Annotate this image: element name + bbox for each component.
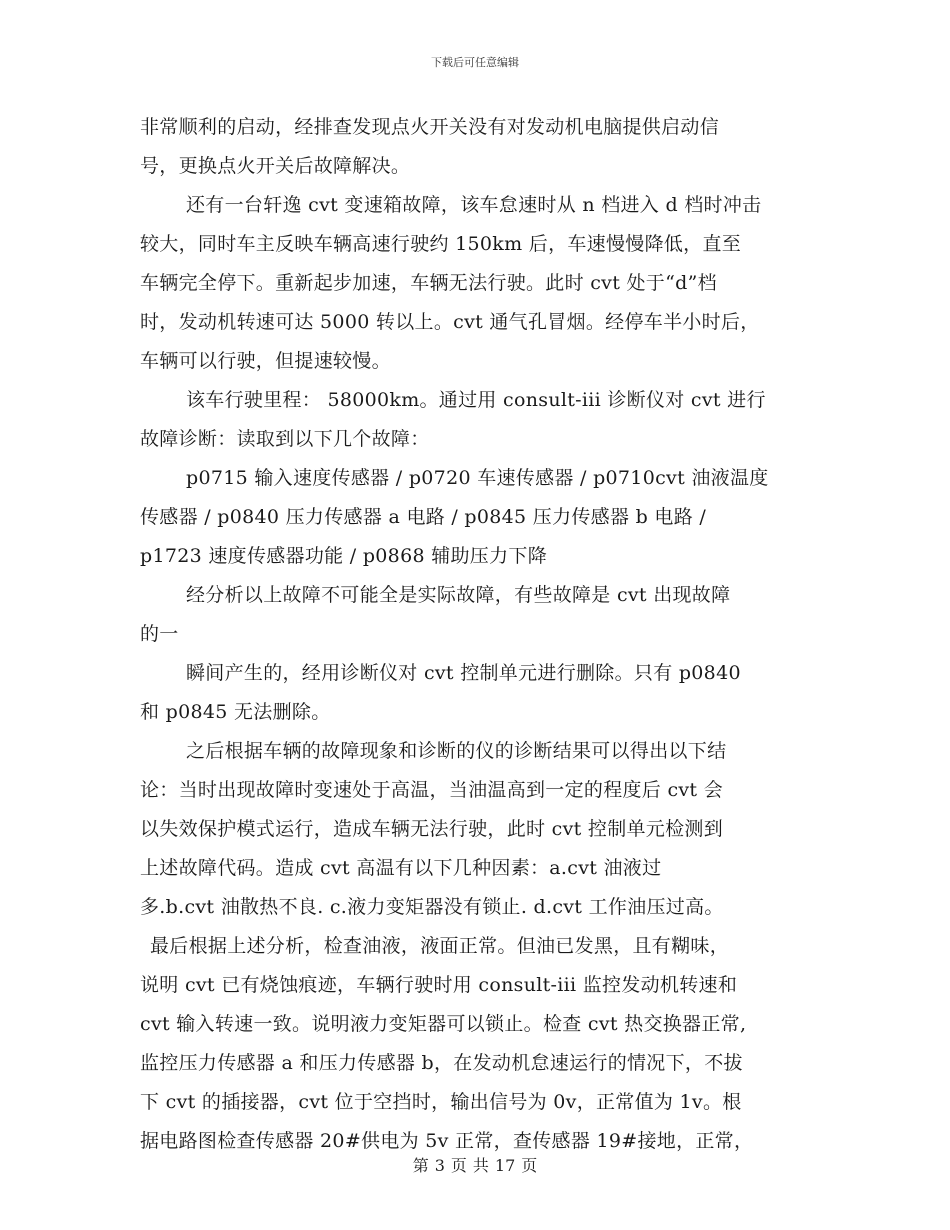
text-line: cvt 输入转速一致。说明液力变矩器可以锁止。检查 cvt 热交换器正常,	[140, 1013, 747, 1035]
text-line: 故障诊断：读取到以下几个故障：	[140, 428, 430, 450]
text-line: 多.b.cvt 油散热不良. c.液力变矩器没有锁止. d.cvt 工作油压过高。	[140, 896, 724, 918]
text-line: 说明 cvt 已有烧蚀痕迹，车辆行驶时用 consult-iii 监控发动机转速和	[140, 974, 738, 996]
page-footer	[0, 1153, 950, 1176]
footer-prefix: 第	[412, 1156, 429, 1175]
text-line: 上述故障代码。造成 cvt 高温有以下几种因素：a.cvt 油液过	[140, 857, 662, 879]
text-line: 最后根据上述分析，检查油液，液面正常。但油已发黑，且有糊味，	[150, 935, 730, 957]
text-line: 时，发动机转速可达 5000 转以上。cvt 通气孔冒烟。经停车半小时后，	[140, 311, 760, 333]
current-page-number: 3	[434, 1156, 445, 1175]
text-line: 较大，同时车主反映车辆高速行驶约 150km 后，车速慢慢降低，直至	[140, 233, 742, 255]
text-line: 下 cvt 的插接器，cvt 位于空挡时，输出信号为 0v，正常值为 1v。根	[140, 1091, 742, 1113]
text-line: 以失效保护模式运行，造成车辆无法行驶，此时 cvt 控制单元检测到	[140, 818, 723, 840]
text-line: 传感器 / p0840 压力传感器 a 电路 / p0845 压力传感器 b 电路 /	[140, 506, 707, 528]
text-line: 车辆完全停下。重新起步加速，车辆无法行驶。此时 cvt 处于“d”档	[140, 272, 717, 294]
text-line: 瞬间产生的，经用诊断仪对 cvt 控制单元进行删除。只有 p0840	[186, 662, 741, 684]
text-line: 和 p0845 无法删除。	[140, 701, 331, 723]
text-line: 还有一台轩逸 cvt 变速箱故障，该车怠速时从 n 档进入 d 档时冲击	[186, 194, 762, 216]
page-header: 下载后可任意编辑	[431, 56, 519, 69]
text-line: 非常顺利的启动，经排查发现点火开关没有对发动机电脑提供启动信	[140, 116, 720, 138]
total-page-number: 17	[494, 1156, 516, 1175]
footer-page-word: 页	[450, 1156, 467, 1175]
text-line: 之后根据车辆的故障现象和诊断的仪的诊断结果可以得出以下结	[186, 740, 727, 762]
document-body	[140, 108, 830, 1161]
text-line: 经分析以上故障不可能全是实际故障，有些故障是 cvt 出现故障	[186, 584, 731, 606]
text-line: 据电路图检查传感器 20#供电为 5v 正常，查传感器 19#接地，正常，	[140, 1130, 754, 1152]
text-line: 车辆可以行驶，但提速较慢。	[140, 350, 391, 372]
text-line: p1723 速度传感器功能 / p0868 辅助压力下降	[140, 545, 547, 567]
text-line: 论：当时出现故障时变速处于高温，当油温高到一定的程度后 cvt 会	[140, 779, 723, 801]
text-line: 的一	[140, 623, 179, 645]
footer-total-word: 共	[472, 1156, 489, 1175]
text-line: 号，更换点火开关后故障解决。	[140, 155, 411, 177]
text-line: 该车行驶里程： 58000km。通过用 consult-iii 诊断仪对 cvt 进行	[186, 389, 766, 411]
text-line: p0715 输入速度传感器 / p0720 车速传感器 / p0710cvt 油液温度	[186, 467, 769, 489]
text-line: 监控压力传感器 a 和压力传感器 b，在发动机怠速运行的情况下，不拔	[140, 1052, 743, 1074]
footer-suffix: 页	[521, 1156, 538, 1175]
